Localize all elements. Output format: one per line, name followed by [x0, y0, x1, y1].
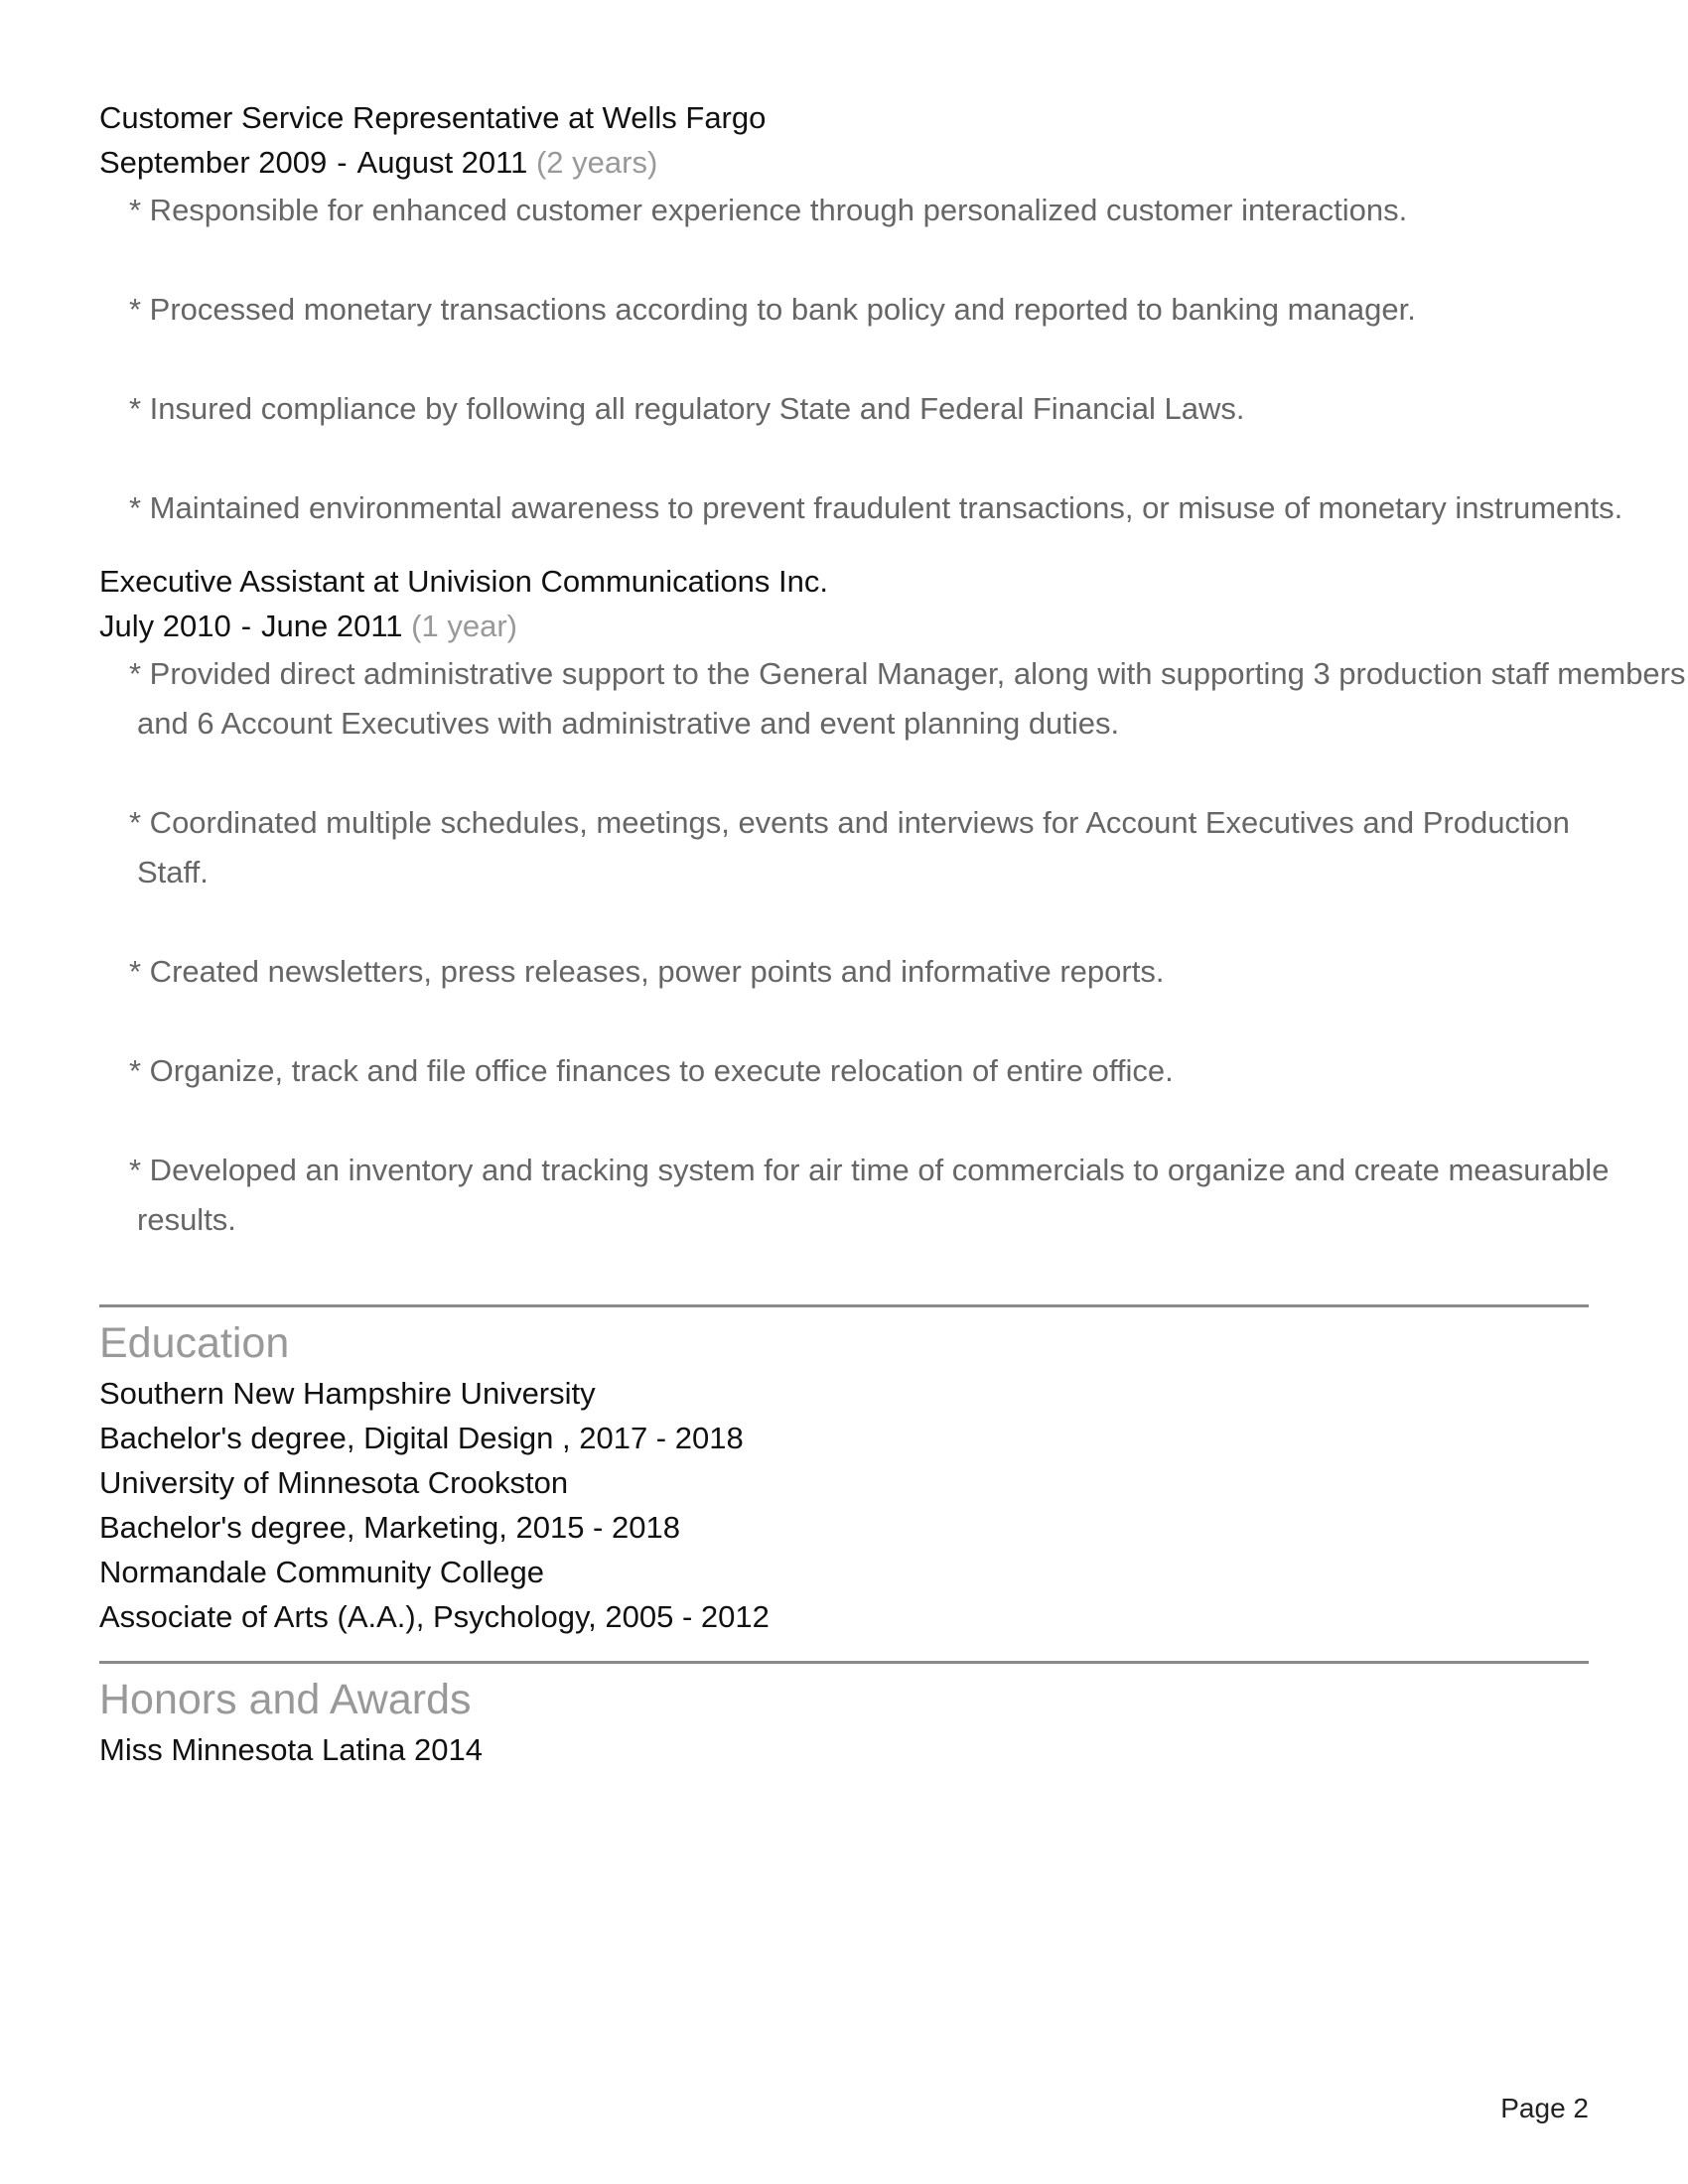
job-duration: (1 year) [411, 609, 517, 643]
education-heading: Education [99, 1319, 290, 1367]
education-line: Bachelor's degree, Marketing, 2015 - 2018 [99, 1510, 680, 1545]
job-start-date: September 2009 [99, 145, 328, 180]
job-entry [99, 95, 1623, 533]
job-bullet: * Created newsletters, press releases, power points and informative reports. [129, 954, 1165, 989]
job-bullet: * Coordinated multiple schedules, meetings, events and interviews for Account Executives and Production Staff. [129, 805, 1570, 889]
job-bullets [99, 186, 1623, 533]
job-start-date: July 2010 [99, 609, 231, 643]
job-duration: (2 years) [535, 145, 658, 180]
honors-heading: Honors and Awards [99, 1676, 472, 1723]
job-dates [99, 604, 1589, 648]
job-bullet: * Developed an inventory and tracking system for air time of commercials to organize and create measurable results. [129, 1153, 1610, 1237]
education-line: Southern New Hampshire University [99, 1376, 596, 1411]
date-separator: - [240, 609, 252, 643]
page-number: Page 2 [1500, 2093, 1589, 2123]
job-bullets [99, 649, 1686, 1245]
job-title: Customer Service Representative at Wells Fargo [99, 100, 767, 135]
award-line: Miss Minnesota Latina 2014 [99, 1732, 484, 1767]
job-bullet: * Organize, track and file office finances to execute relocation of entire office. [129, 1053, 1174, 1088]
job-dates [99, 140, 1589, 185]
honors-list [99, 1727, 1589, 1772]
education-line: University of Minnesota Crookston [99, 1465, 569, 1500]
section-divider [99, 1661, 1589, 1664]
education-line: Associate of Arts (A.A.), Psychology, 2005 - 2012 [99, 1599, 770, 1634]
job-entry [99, 559, 1686, 1245]
date-separator: - [337, 145, 348, 180]
job-bullet: * Insured compliance by following all regulatory State and Federal Financial Laws. [129, 391, 1245, 426]
resume-page [99, 95, 1686, 1772]
job-end-date: August 2011 [356, 145, 528, 180]
job-end-date: June 2011 [261, 609, 403, 643]
job-bullet: * Responsible for enhanced customer experience through personalized customer interactions. [129, 193, 1408, 227]
section-divider [99, 1304, 1589, 1307]
job-bullet: * Maintained environmental awareness to prevent fraudulent transactions, or misuse of monetary instruments. [129, 490, 1623, 525]
education-list [99, 1371, 1589, 1639]
education-line: Normandale Community College [99, 1555, 544, 1589]
job-title: Executive Assistant at Univision Communications Inc. [99, 564, 828, 599]
education-line: Bachelor's degree, Digital Design , 2017 - 2018 [99, 1421, 744, 1455]
job-bullet: * Processed monetary transactions according to bank policy and reported to banking manager. [129, 292, 1416, 327]
job-bullet: * Provided direct administrative support to the General Manager, along with supporting 3 production staff members and 6 Account Executives with administrative and event planning duties. [129, 656, 1686, 741]
